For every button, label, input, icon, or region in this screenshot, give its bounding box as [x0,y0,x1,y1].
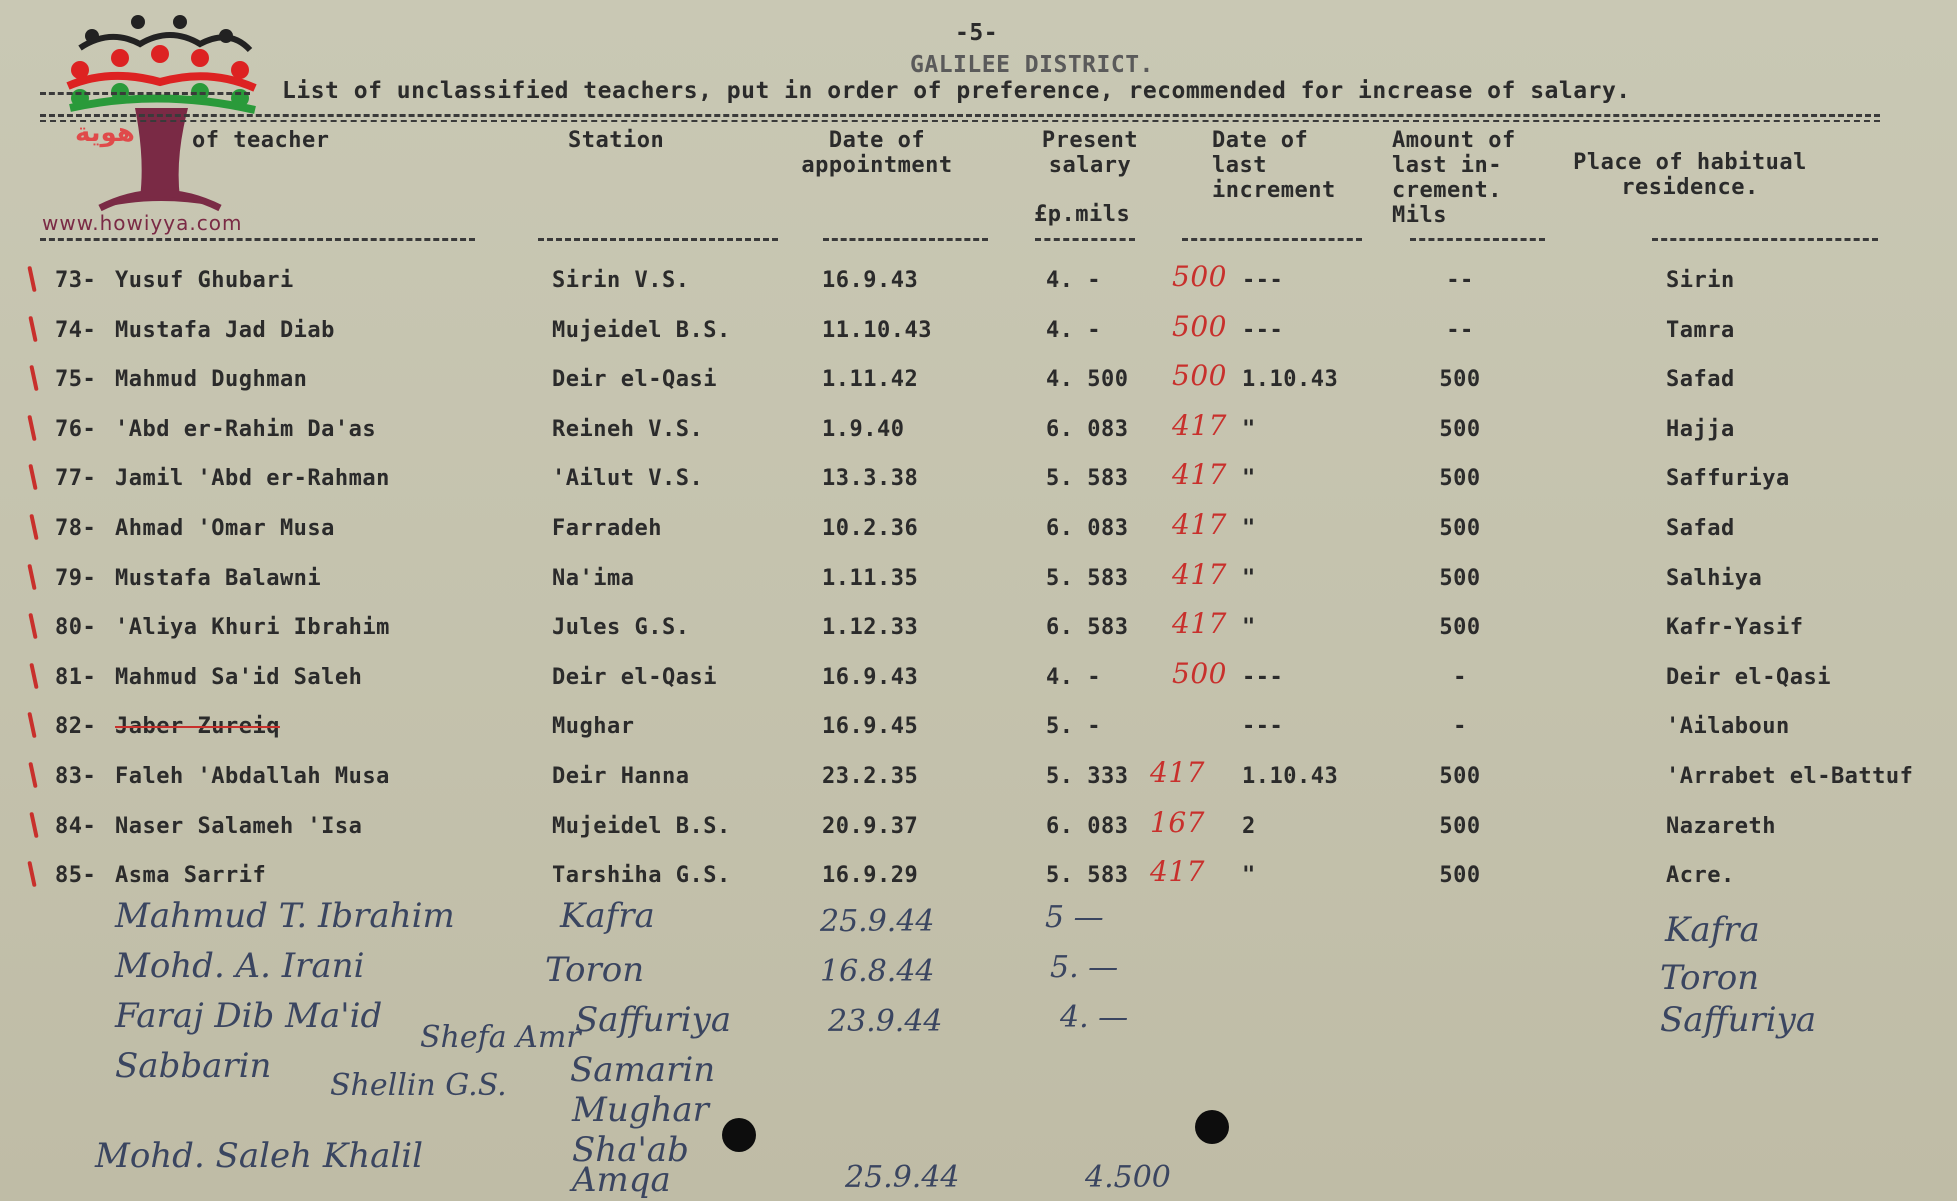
punch-hole [1195,1110,1229,1144]
col-header-last-increment: Date of last increment [1212,128,1336,203]
logo-arabic-text: هوية [75,118,135,148]
handwritten-increase: 417 [1150,855,1205,888]
row-number: 84- [55,814,97,839]
appointment-date: 16.9.45 [822,714,919,739]
handwritten-name: Sabbarin [115,1046,272,1086]
handwritten-date: 25.9.44 [845,1160,960,1195]
last-increment-date: --- [1242,268,1284,293]
review-tick-mark [27,712,36,738]
handwritten-date: 23.9.44 [828,1004,943,1039]
handwritten-increase: 417 [1172,607,1227,640]
row-number: 83- [55,764,97,789]
teacher-name: Mahmud Sa'id Saleh [115,665,363,690]
handwritten-note: Shefa Amr [420,1020,581,1055]
col-header-salary-unit: £p.mils [1034,202,1131,227]
last-increment-amount: 500 [1439,863,1481,888]
last-increment-date: " [1242,417,1256,442]
handwritten-residence: Toron [1660,958,1760,998]
residence: Sirin [1666,268,1735,293]
last-increment-date: --- [1242,665,1284,690]
residence: Tamra [1666,318,1735,343]
station: Mujeidel B.S. [552,814,731,839]
present-salary: 4. - [1046,665,1101,690]
watermark-url: www.howiyya.com [42,211,243,235]
row-number: 78- [55,516,97,541]
last-increment-date: " [1242,863,1256,888]
station: Mughar [552,714,635,739]
teacher-name: Jaber Zureiq [115,714,280,739]
last-increment-date: " [1242,615,1256,640]
present-salary: 4. - [1046,268,1101,293]
review-tick-mark [29,514,38,540]
present-salary: 6. 083 [1046,814,1129,839]
divider [538,238,778,241]
last-increment-amount: - [1453,665,1467,690]
handwritten-increase: 417 [1172,409,1227,442]
last-increment-amount: 500 [1439,516,1481,541]
present-salary: 5. - [1046,714,1101,739]
appointment-date: 16.9.43 [822,665,919,690]
row-number: 74- [55,318,97,343]
appointment-date: 10.2.36 [822,516,919,541]
present-salary: 4. - [1046,318,1101,343]
appointment-date: 1.11.35 [822,566,919,591]
handwritten-increase: 417 [1150,756,1205,789]
handwritten-increase: 417 [1172,508,1227,541]
handwritten-salary: 4. — [1060,1000,1129,1035]
review-tick-mark [27,861,36,887]
station: Deir el-Qasi [552,665,717,690]
present-salary: 6. 083 [1046,417,1129,442]
handwritten-salary: 4.500 [1085,1160,1171,1195]
punch-hole [722,1118,756,1152]
district-title: GALILEE DISTRICT. [910,52,1154,78]
residence: 'Arrabet el-Battuf [1666,764,1914,789]
review-tick-mark [28,316,37,342]
review-tick-mark [29,365,38,391]
handwritten-increase: 417 [1172,458,1227,491]
last-increment-date: --- [1242,714,1284,739]
handwritten-station: Shellin G.S. [330,1068,507,1103]
teacher-name: Mustafa Balawni [115,566,322,591]
handwritten-name: Mohd. A. Irani [115,946,365,986]
divider [1410,238,1545,241]
last-increment-date: --- [1242,318,1284,343]
station: Farradeh [552,516,662,541]
handwritten-date: 25.9.44 [820,904,935,939]
handwritten-salary: 5. — [1050,950,1119,985]
station: Sirin V.S. [552,268,690,293]
present-salary: 6. 583 [1046,615,1129,640]
review-tick-mark [28,762,37,788]
row-number: 76- [55,417,97,442]
review-tick-mark [28,464,37,490]
row-number: 81- [55,665,97,690]
last-increment-amount: 500 [1439,367,1481,392]
row-number: 80- [55,615,97,640]
handwritten-station: Mughar [572,1090,709,1130]
handwritten-increase: 500 [1172,310,1227,343]
teacher-name: Ahmad 'Omar Musa [115,516,335,541]
residence: Deir el-Qasi [1666,665,1831,690]
handwritten-increase: 500 [1172,260,1227,293]
handwritten-date: 16.8.44 [820,954,935,989]
station: 'Ailut V.S. [552,466,704,491]
residence: Saffuriya [1666,466,1790,491]
last-increment-amount: 500 [1439,615,1481,640]
present-salary: 5. 583 [1046,466,1129,491]
appointment-date: 23.2.35 [822,764,919,789]
divider [40,238,475,241]
last-increment-amount: -- [1446,318,1474,343]
last-increment-amount: 500 [1439,566,1481,591]
present-salary: 4. 500 [1046,367,1129,392]
teacher-name: Jamil 'Abd er-Rahman [115,466,390,491]
review-tick-mark [29,663,38,689]
teacher-name: 'Aliya Khuri Ibrahim [115,615,390,640]
residence: Salhiya [1666,566,1763,591]
col-header-amount-increment: Amount of last in- crement. Mils [1392,128,1516,228]
last-increment-date: " [1242,466,1256,491]
row-number: 85- [55,863,97,888]
station: Mujeidel B.S. [552,318,731,343]
handwritten-salary: 5 — [1045,900,1104,935]
page-number: -5- [955,20,999,46]
teacher-name: Mahmud Dughman [115,367,308,392]
handwritten-residence: Kafra [1665,910,1760,950]
last-increment-amount: - [1453,714,1467,739]
col-header-residence: Place of habitual residence. [1573,150,1807,200]
appointment-date: 1.9.40 [822,417,905,442]
last-increment-date: 1.10.43 [1242,764,1339,789]
handwritten-station: Saffuriya [575,1000,732,1040]
station: Deir Hanna [552,764,690,789]
last-increment-amount: 500 [1439,764,1481,789]
row-number: 73- [55,268,97,293]
station: Deir el-Qasi [552,367,717,392]
last-increment-date: 1.10.43 [1242,367,1339,392]
last-increment-date: " [1242,566,1256,591]
divider [40,120,1880,122]
review-tick-mark [27,415,36,441]
row-number: 77- [55,466,97,491]
divider [40,92,250,95]
station: Na'ima [552,566,635,591]
station: Tarshiha G.S. [552,863,731,888]
row-number: 75- [55,367,97,392]
last-increment-amount: -- [1446,268,1474,293]
last-increment-amount: 500 [1439,814,1481,839]
document-subtitle: List of unclassified teachers, put in order of preference, recommended for increase of salary. [282,78,1631,104]
divider [1035,238,1135,241]
residence: Safad [1666,367,1735,392]
station: Jules G.S. [552,615,690,640]
teacher-name: Naser Salameh 'Isa [115,814,363,839]
handwritten-name: Mohd. Saleh Khalil [95,1136,424,1176]
appointment-date: 11.10.43 [822,318,932,343]
col-header-salary: Present salary [1041,128,1139,178]
divider [823,238,988,241]
teacher-name: Faleh 'Abdallah Musa [115,764,390,789]
residence: Kafr-Yasif [1666,615,1804,640]
present-salary: 6. 083 [1046,516,1129,541]
residence: Safad [1666,516,1735,541]
handwritten-station: Samarin [570,1050,716,1090]
last-increment-amount: 500 [1439,466,1481,491]
col-header-appointment: Date of appointment [801,128,953,178]
present-salary: 5. 583 [1046,863,1129,888]
handwritten-station: Toron [545,950,645,990]
handwritten-name: Mahmud T. Ibrahim [115,896,455,936]
appointment-date: 1.12.33 [822,615,919,640]
residence: Nazareth [1666,814,1776,839]
col-header-name: of teacher [192,128,330,153]
appointment-date: 16.9.29 [822,863,919,888]
station: Reineh V.S. [552,417,704,442]
teacher-name: Yusuf Ghubari [115,268,294,293]
row-number: 82- [55,714,97,739]
review-tick-mark [27,564,36,590]
appointment-date: 1.11.42 [822,367,919,392]
handwritten-increase: 500 [1172,657,1227,690]
handwritten-residence: Saffuriya [1660,1000,1817,1040]
handwritten-increase: 500 [1172,359,1227,392]
handwritten-station: Kafra [560,896,655,936]
appointment-date: 16.9.43 [822,268,919,293]
residence: 'Ailaboun [1666,714,1790,739]
row-number: 79- [55,566,97,591]
residence: Acre. [1666,863,1735,888]
last-increment-date: 2 [1242,814,1256,839]
residence: Hajja [1666,417,1735,442]
handwritten-station: Sha'ab [572,1130,689,1170]
handwritten-increase: 417 [1172,558,1227,591]
divider [1182,238,1362,241]
col-header-station: Station [568,128,665,153]
appointment-date: 20.9.37 [822,814,919,839]
appointment-date: 13.3.38 [822,466,919,491]
handwritten-station: Amqa [572,1160,671,1200]
teacher-name: Asma Sarrif [115,863,267,888]
review-tick-mark [28,613,37,639]
present-salary: 5. 583 [1046,566,1129,591]
teacher-name: Mustafa Jad Diab [115,318,335,343]
divider [1652,238,1878,241]
teacher-name: 'Abd er-Rahim Da'as [115,417,377,442]
divider [40,114,1880,117]
last-increment-amount: 500 [1439,417,1481,442]
handwritten-name: Faraj Dib Ma'id [115,996,383,1036]
present-salary: 5. 333 [1046,764,1129,789]
last-increment-date: " [1242,516,1256,541]
review-tick-mark [29,812,38,838]
handwritten-increase: 167 [1150,806,1205,839]
review-tick-mark [27,266,36,292]
